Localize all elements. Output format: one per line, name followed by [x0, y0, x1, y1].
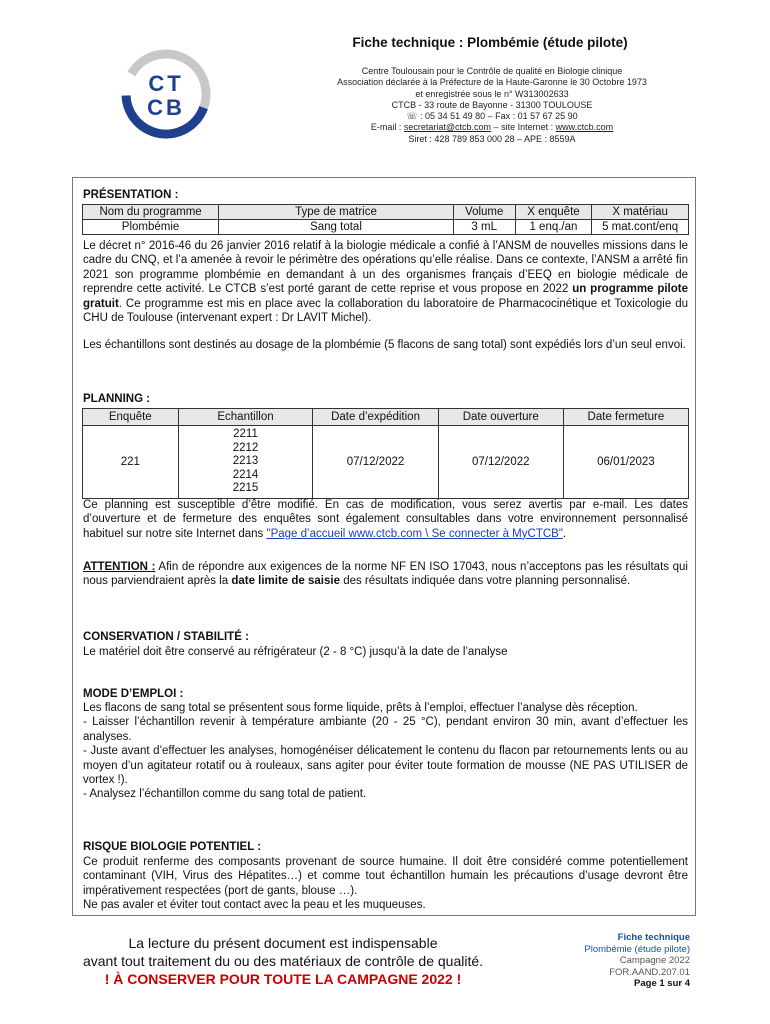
table-cell: 07/12/2022 [313, 426, 438, 499]
attention-label: ATTENTION : [83, 561, 156, 573]
document-title: Fiche technique : Plombémie (étude pilote) [352, 35, 628, 50]
footer-campaign: Campagne 2022 [619, 955, 690, 967]
table-cell: 221 [83, 426, 179, 499]
col-header: Enquête [83, 409, 179, 426]
logo-text-bottom: CB [147, 95, 185, 120]
risque-text-2: Ne pas avaler et éviter tout contact avec la peau et les muqueuses. [83, 899, 426, 911]
col-header: Echantillon [178, 409, 313, 426]
table-cell: Sang total [219, 220, 454, 235]
footer-doc-ref [560, 932, 690, 990]
org-phone: ☏ : 05 34 51 49 80 – Fax : 01 57 67 25 90 [406, 111, 578, 122]
org-info [272, 66, 712, 145]
col-header: X enquête [515, 205, 592, 220]
sample-id: 2215 [232, 482, 259, 494]
planning-title: PLANNING : [83, 393, 151, 405]
org-name: Centre Toulousain pour le Contrôle de qualité en Biologie clinique [361, 66, 623, 76]
table-cell: 07/12/2022 [438, 426, 563, 499]
footer-line1: La lecture du présent document est indispensable [128, 935, 438, 951]
org-contact: E-mail : secretariat@ctcb.com – site Internet : www.ctcb.com [370, 122, 614, 133]
footer-warning: ! À CONSERVER POUR TOUTE LA CAMPAGNE 2022 ! [104, 971, 462, 987]
attention-paragraph: ATTENTION : Afin de répondre aux exigences de la norme NF EN ISO 17043, nous n’acceptons pas les résultats qui nous parviendraient après la date limite de saisie des résultats indiquée dans votre planning personnalisé. [83, 561, 688, 588]
mode-emploi-text [83, 701, 688, 802]
risque-title: RISQUE BIOLOGIE POTENTIEL : [83, 841, 262, 853]
table-cell: 3 mL [453, 220, 515, 235]
website-link[interactable]: www.ctcb.com [555, 122, 614, 133]
org-line2: Association déclarée à la Préfecture de la Haute-Garonne le 30 Octobre 1973 [337, 77, 647, 88]
col-header: Volume [453, 205, 515, 220]
conservation-title: CONSERVATION / STABILITÉ : [83, 631, 249, 643]
table-cell: 5 mat.cont/enq [592, 220, 689, 235]
table-cell: 1 enq./an [515, 220, 592, 235]
risque-text: Ce produit renferme des composants provenant de source humaine. Il doit être considéré comme potentiellement contaminant (VIH, Virus des Hépatites…) et comme tout échantillon humain les précautions d’usage devront être impérativement respectées (port de gants, blouse …). [83, 856, 688, 897]
page-number: Page 1 sur 4 [634, 978, 690, 990]
sample-id: 2213 [232, 455, 259, 467]
planning-note: Ce planning est susceptible d’être modifié. En cas de modification, vous serez avertis par e-mail. Les dates d’ouverture et de fermeture des enquêtes sont également consultables dans votre environnement personnalisé habituel sur notre site Internet dans "Page d’accueil www.ctcb.com \ Se connecter à MyCTCB". [83, 499, 688, 540]
logo-text-top: CT [148, 71, 184, 96]
presentation-paragraph-2: Les échantillons sont destinés au dosage de la plombémie (5 flacons de sang total) sont expédiés lors d’un seul envoi. [83, 339, 686, 351]
myctcb-link[interactable]: "Page d’accueil www.ctcb.com \ Se connecter à MyCTCB" [266, 527, 563, 540]
footer-doc-type: Fiche technique [617, 932, 690, 943]
instruction-line: - Juste avant d’effectuer les analyses, homogénéiser délicatement le contenu du flacon par retournements lents ou au moyen d’un agitateur rotatif ou à rouleaux, sans agiter pour éviter toute formation de mousse (NE PAS UTILISER de vortex !). [83, 745, 688, 787]
footer-notice [48, 934, 518, 988]
table-cell: 06/01/2023 [563, 426, 688, 499]
col-header: Type de matrice [219, 205, 454, 220]
org-address: CTCB - 33 route de Bayonne - 31300 TOULOUSE [391, 99, 593, 110]
sample-id: 2212 [232, 441, 259, 454]
mode-emploi-title: MODE D’EMPLOI : [83, 688, 184, 700]
org-siret: Siret : 428 789 853 000 28 – APE : 8559A [408, 133, 576, 144]
email-link[interactable]: secretariat@ctcb.com [403, 122, 492, 133]
table-cell: Plombémie [83, 220, 219, 235]
instruction-line: - Laisser l’échantillon revenir à température ambiante (20 - 25 °C), pendant environ 30 min, avant d’effectuer les analyses. [83, 716, 688, 743]
footer-doc-subject: Plombémie (étude pilote) [584, 943, 690, 955]
org-line3: et enregistrée sous le n° W313002633 [415, 88, 569, 99]
presentation-table [82, 204, 689, 235]
col-header: Nom du programme [83, 205, 219, 220]
col-header: Date ouverture [438, 409, 563, 426]
presentation-title: PRÉSENTATION : [83, 189, 179, 201]
presentation-paragraph: Le décret n° 2016-46 du 26 janvier 2016 relatif à la biologie médicale a confié à l’ANSM de nouvelles missions dans le cadre du CNQ, et l’a amenée à revoir le périmètre des opérations qu’elle réalise. Dans ce contexte, l’ANSM a arrêté fin 2021 son programme plombémie en demandant à un des organismes français d’EEQ en biologie médicale de reprendre cette activité. Le CTCB s’est porté garant de cette reprise et vous propose en 2022 un programme pilote gratuit. Ce programme est mis en place avec la collaboration du laboratoire de Pharmacocinétique et Toxicologie du CHU de Toulouse (intervenant expert : Dr LAVIT Michel). [83, 240, 689, 325]
footer-line2: avant tout traitement du ou des matériaux de contrôle de qualité. [82, 953, 484, 969]
conservation-text: Le matériel doit être conservé au réfrigérateur (2 - 8 °C) jusqu’à la date de l’analyse [83, 646, 508, 658]
footer-form-code: FOR.AAND.207.01 [609, 966, 690, 978]
sample-id: 2211 [233, 428, 258, 440]
planning-table [82, 408, 689, 499]
col-header: X matériau [592, 205, 689, 220]
ctcb-logo [118, 46, 214, 142]
sample-list [178, 426, 313, 499]
instruction-line: Les flacons de sang total se présentent sous forme liquide, prêts à l’emploi, effectuer l’analyse dès réception. [83, 702, 638, 714]
col-header: Date fermeture [563, 409, 688, 426]
sample-id: 2214 [232, 468, 259, 481]
instruction-line: - Analysez l’échantillon comme du sang total de patient. [83, 788, 367, 801]
col-header: Date d’expédition [313, 409, 438, 426]
